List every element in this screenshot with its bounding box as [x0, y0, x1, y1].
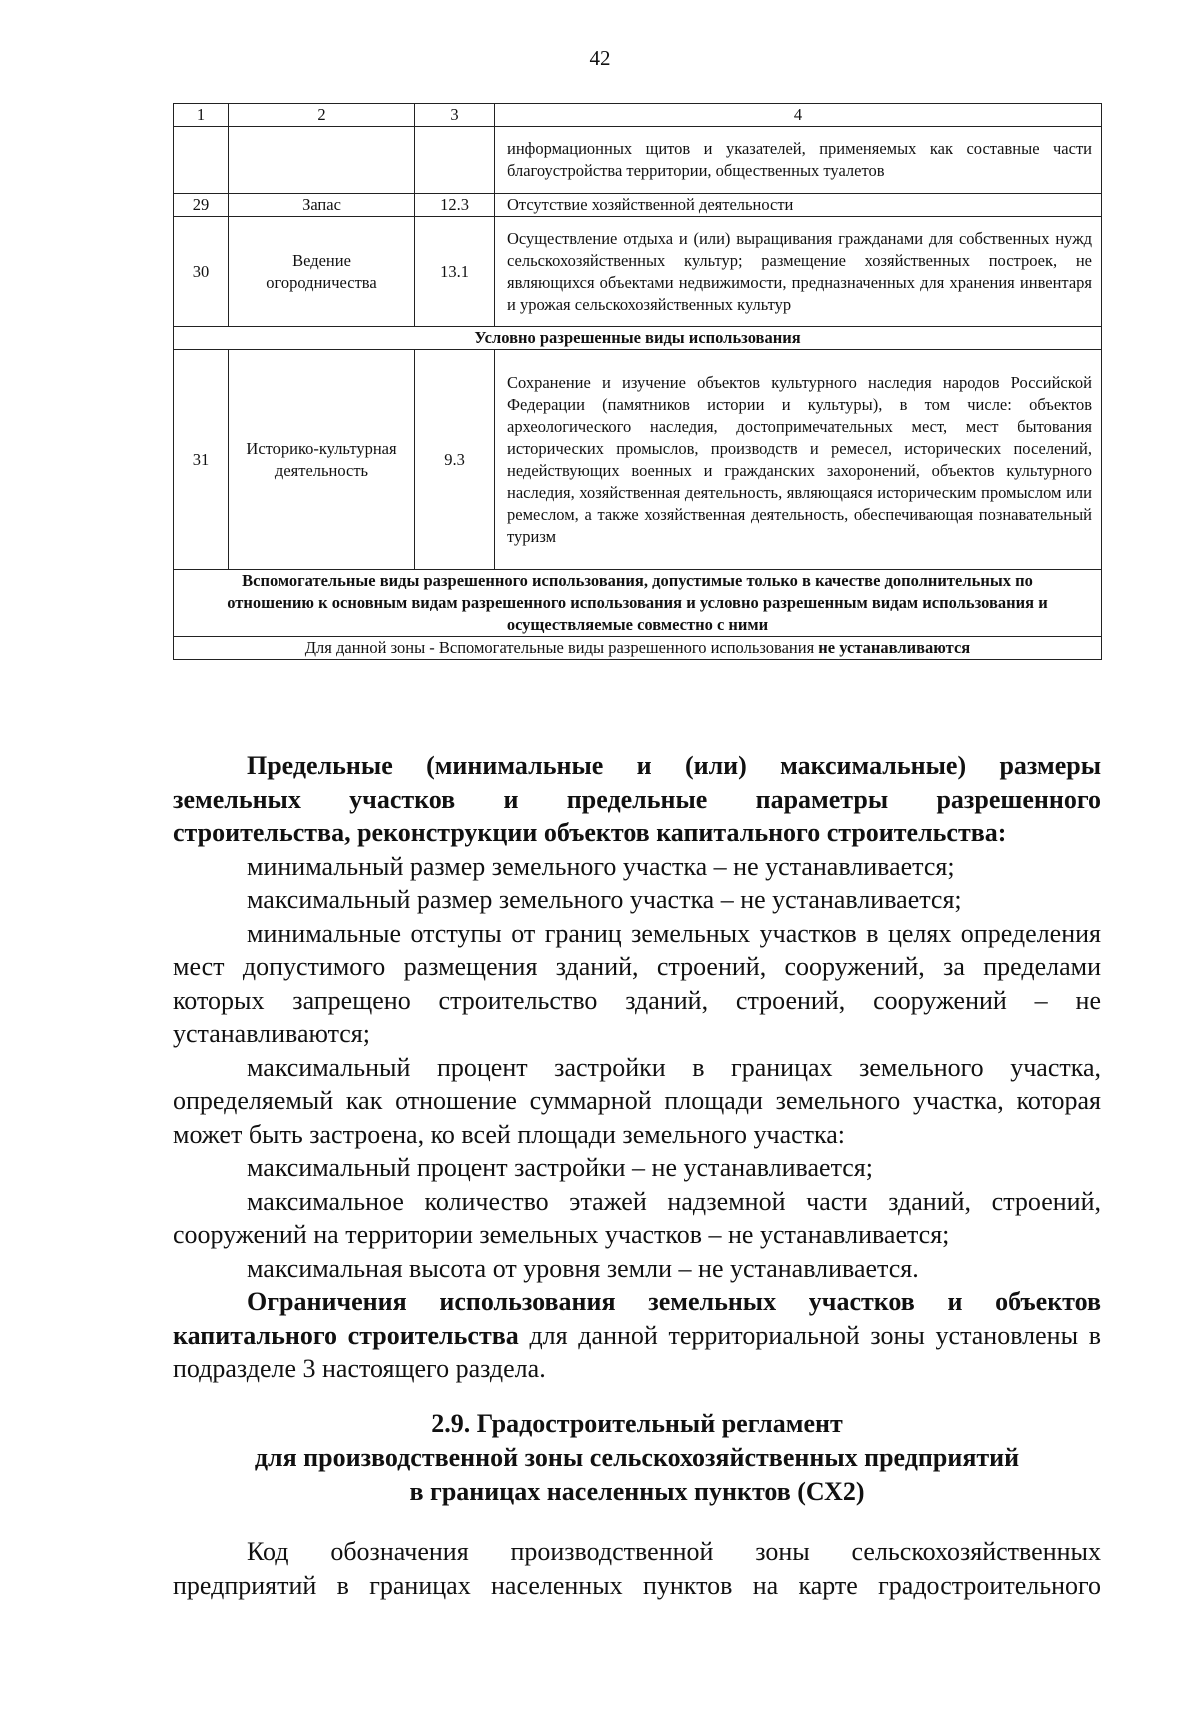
- row-number: 31: [174, 350, 229, 570]
- description-cell: информационных щитов и указателей, применяемых как составные части благоустройства территории, общественных туалетов: [495, 127, 1102, 194]
- table-header-row: [174, 104, 1102, 127]
- use-code: 9.3: [415, 350, 495, 570]
- table-caption-row: [174, 327, 1102, 350]
- max-height: максимальная высота от уровня земли – не устанавливается.: [247, 1253, 919, 1283]
- min-plot-size: минимальный размер земельного участка – не устанавливается;: [247, 851, 955, 881]
- land-use-table: [173, 103, 1102, 660]
- use-name: Запас: [229, 194, 415, 217]
- use-code: 12.3: [415, 194, 495, 217]
- section-title-line: для производственной зоны сельскохозяйственных предприятий: [254, 1443, 1020, 1472]
- table-row: [174, 194, 1102, 217]
- use-name: Ведение огородничества: [229, 217, 415, 327]
- auxiliary-uses-caption: Вспомогательные виды разрешенного использования, допустимые только в качестве дополнительных по отношению к основным видам разрешенного использования и условно разрешенным видам использования и осуществляемые совместно с ними: [174, 570, 1102, 637]
- description-cell: Осуществление отдыха и (или) выращивания гражданами для собственных нужд сельскохозяйственных культур; размещение хозяйственных построек, не являющихся объектами недвижимости, предназначенных для хранения инвентаря и урожая сельскохозяйственных культур: [495, 217, 1102, 327]
- table-row: [174, 217, 1102, 327]
- limits-heading-line: строительства, реконструкции объектов капитального строительства:: [173, 818, 1007, 847]
- table-row: [174, 350, 1102, 570]
- min-setbacks: минимальные отступы от границ земельных участков в целях определения мест допустимого размещения зданий, строений, сооружений, за пределами которых запрещено строительство зданий, строений, сооружений – не устанавливаются;: [173, 918, 1101, 1048]
- table-caption-row: [174, 570, 1102, 637]
- header-cell: 1: [174, 104, 229, 127]
- restrictions-paragraph: [173, 1285, 1101, 1386]
- header-cell: 4: [495, 104, 1102, 127]
- section-title: [173, 1407, 1101, 1509]
- limits-section: [173, 749, 1101, 1386]
- restrictions-bold: Ограничения использования земельных участков и объектов капитального строительства: [173, 1287, 1101, 1350]
- page-number: 42: [589, 46, 611, 70]
- description-cell: Сохранение и изучение объектов культурного наследия народов Российской Федерации (памятников истории и культуры), в том числе: объектов археологического наследия, достопримечательных мест, мест бытования исторических промыслов, производств и ремесел, исторических поселений, недействующих военных и гражданских захоронений, объектов культурного наследия, хозяйственная деятельность, являющаяся историческим промыслом или ремеслом, а также хозяйственная деятельность, обеспечивающая познавательный туризм: [495, 350, 1102, 570]
- zone-code-paragraph: [173, 1535, 1101, 1603]
- zone-code-line: Код обозначения производственной зоны сельскохозяйственных: [247, 1537, 1101, 1566]
- header-cell: 2: [229, 104, 415, 127]
- row-number: 29: [174, 194, 229, 217]
- description-cell: Отсутствие хозяйственной деятельности: [495, 194, 1102, 217]
- zone-code-line: предприятий в границах населенных пунктов на карте градостроительного: [173, 1571, 1101, 1600]
- max-floors: максимальное количество этажей надземной части зданий, строений, сооружений на территории земельных участков – не устанавливается;: [173, 1186, 1101, 1249]
- section-title-line: в границах населенных пунктов (СХ2): [409, 1477, 865, 1506]
- max-build-percent: максимальный процент застройки – не устанавливается;: [247, 1153, 873, 1182]
- use-name: Историко-культурная деятельность: [229, 350, 415, 570]
- restrictions-plain: для данной территориальной зоны установлены в подразделе 3 настоящего раздела.: [173, 1320, 1102, 1383]
- conditional-uses-caption: Условно разрешенные виды использования: [174, 327, 1102, 350]
- table-note-row: [174, 637, 1102, 660]
- note-plain: Для данной зоны - Вспомогательные виды разрешенного использования: [304, 638, 815, 657]
- row-number: 30: [174, 217, 229, 327]
- section-title-line: 2.9. Градостроительный регламент: [431, 1409, 843, 1438]
- use-code: 13.1: [415, 217, 495, 327]
- max-build-percent-definition: максимальный процент застройки в границах земельного участка, определяемый как отношение суммарной площади земельного участка, которая может быть застроена, ко всей площади земельного участка:: [173, 1052, 1101, 1149]
- header-cell: 3: [415, 104, 495, 127]
- max-plot-size: максимальный размер земельного участка – не устанавливается;: [247, 885, 962, 914]
- limits-heading-line: Предельные (минимальные и (или) максимальные) размеры: [247, 751, 1101, 780]
- table-row: [174, 127, 1102, 194]
- limits-heading-line: земельных участков и предельные параметры разрешенного: [173, 784, 1101, 814]
- auxiliary-uses-note: [174, 637, 1102, 660]
- note-bold: не устанавливаются: [818, 638, 971, 657]
